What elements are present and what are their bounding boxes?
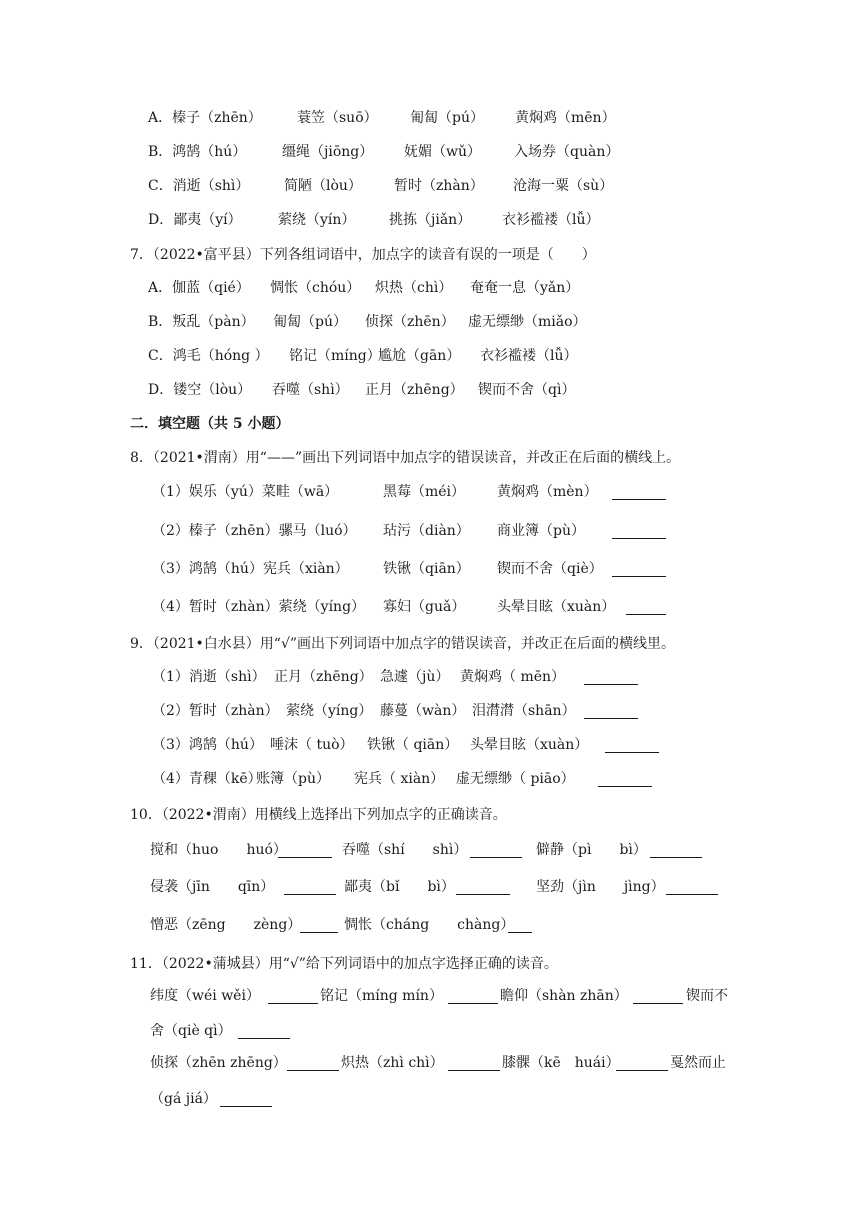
q10-r1-a: 搅和（huo huó） (150, 842, 287, 858)
q8-r2-a: （2）榛子（zhēn）骡马（luó） (152, 523, 357, 539)
q8-r1-answer-blank[interactable] (612, 485, 666, 500)
q11-stem: 11．（2022•蒲城县）用“√”给下列词语中的加点字选择正确的读音。 (130, 956, 558, 972)
q10-stem: 10．（2022•渭南）用横线上选择出下列加点字的正确读音。 (130, 807, 507, 823)
q8-r3-c: 锲而不舍（qiè） (497, 561, 603, 577)
q11-r2b-text: （gá jiá） (150, 1091, 217, 1107)
q6-b-4: 入场券（quàn） (514, 144, 620, 160)
q10-r2-a-blank[interactable] (284, 880, 336, 895)
q10-r1-b-blank[interactable] (470, 843, 522, 858)
q10-r1-c: 僻静（pì bì） (536, 842, 647, 858)
q6-d-4: 衣衫褴褛（lǚ） (502, 212, 600, 228)
q7-b-4: 虚无缥缈（miǎo） (468, 314, 587, 330)
q8-stem: 8．（2021•渭南）用“——”画出下列词语中加点字的错误读音，并改正在后面的横线上。 (130, 450, 681, 466)
q7-d-2: 吞噬（shì） (272, 382, 349, 398)
q7-c-3: 尴尬（gān） (378, 348, 461, 364)
q6-b-3: 妩媚（wǔ） (404, 144, 481, 160)
q7-d-1: D．镂空（lòu） (148, 382, 252, 398)
q9-r4-a: （4）青稞（kē） (152, 771, 262, 787)
q11-r2-b-blank[interactable] (448, 1056, 500, 1071)
q6-d-1: D．鄙夷（yí） (148, 212, 242, 228)
q7-a-4: 奄奄一息（yǎn） (470, 280, 580, 296)
q11-r2b-blank[interactable] (220, 1092, 272, 1107)
q6-a-1: A．榛子（zhēn） (148, 110, 262, 126)
q7-a-3: 炽热（chì） (375, 280, 453, 296)
q9-r1-answer-blank[interactable] (584, 670, 638, 685)
q8-r4-b: 寡妇（guǎ） (383, 599, 466, 615)
q8-r1-c: 黄焖鸡（mèn） (497, 484, 598, 500)
q8-r2-b: 玷污（diàn） (383, 523, 470, 539)
q9-r3-a: （3）鸿鹄（hú） (152, 737, 263, 753)
q11-r1-b-blank[interactable] (448, 989, 498, 1004)
q9-r2-b: 萦绕（yíng） (286, 703, 373, 719)
q10-r2-a: 侵袭（jīn qīn） (150, 879, 275, 895)
q11-r2-c-blank[interactable] (616, 1056, 668, 1071)
q8-r1-a: （1）娱乐（yú）菜畦（wā） (152, 484, 339, 500)
q10-r1-b: 吞噬（shí shì） (342, 842, 468, 858)
q11-r1-c: 瞻仰（shàn zhān） (500, 988, 628, 1004)
q9-r2-d: 泪潸潸（shān） (472, 703, 576, 719)
q11-r1-c-blank[interactable] (633, 989, 683, 1004)
q9-r4-c: 宪兵（ xiàn） (354, 771, 445, 787)
q11-r2-c: 膝髁（kē huái） (502, 1055, 620, 1071)
q9-r3-answer-blank[interactable] (605, 738, 659, 753)
q9-r2-a: （2）暂时（zhàn） (152, 703, 279, 719)
q9-r3-b: 唾沫（ tuò） (270, 737, 354, 753)
q9-r1-d: 黄焖鸡（ mēn） (460, 669, 566, 685)
q7-b-3: 侦探（zhēn） (365, 314, 455, 330)
q11-r2-a: 侦探（zhēn zhēng） (150, 1055, 287, 1071)
q9-r4-answer-blank[interactable] (598, 772, 652, 787)
q8-r2-c: 商业簿（pù） (497, 523, 585, 539)
q8-r4-a: （4）暂时（zhàn）萦绕（yíng） (152, 599, 366, 615)
q10-r3-b-blank[interactable] (508, 918, 532, 933)
q7-c-4: 衣衫褴褛（lǚ） (480, 348, 578, 364)
q10-r2-c-blank[interactable] (666, 880, 718, 895)
q6-a-2: 蓑笠（suō） (297, 110, 378, 126)
q9-r2-c: 藤蔓（wàn） (380, 703, 466, 719)
q8-r2-answer-blank[interactable] (612, 524, 666, 539)
q11-r2-a-blank[interactable] (287, 1056, 339, 1071)
q11-r1-d: 锲而不 (686, 988, 728, 1004)
q7-a-2: 惆怅（chóu） (270, 280, 361, 296)
q9-stem: 9．（2021•白水县）用“√”画出下列词语中加点字的错误读音，并改正在后面的横线里。 (130, 636, 676, 652)
q7-b-1: B．叛乱（pàn） (148, 314, 255, 330)
q6-a-4: 黄焖鸡（mēn） (515, 110, 616, 126)
q9-r4-d: 虚无缥缈（ piāo） (456, 771, 575, 787)
q7-d-3: 正月（zhēng） (365, 382, 464, 398)
q7-stem: 7．（2022•富平县）下列各组词语中，加点字的读音有误的一项是（ ） (130, 247, 596, 263)
q11-r2-d: 戛然而止 (670, 1055, 726, 1071)
q9-r1-b: 正月（zhēng） (274, 669, 373, 685)
q6-b-1: B．鸿鹄（hú） (148, 144, 247, 160)
q10-r3-b: 惆怅（cháng chàng） (344, 917, 515, 933)
q11-r1b-blank[interactable] (238, 1024, 290, 1039)
q7-d-4: 锲而不舍（qì） (478, 382, 576, 398)
q8-r4-c: 头晕目眩（xuàn） (497, 599, 616, 615)
q10-r1-c-blank[interactable] (650, 843, 702, 858)
q6-c-2: 简陋（lòu） (284, 178, 362, 194)
q11-r1b-text: 舍（qiè qì） (150, 1023, 232, 1039)
q8-r1-b: 黑莓（méi） (383, 484, 466, 500)
section-heading: 二．填空题（共 5 小题） (130, 416, 290, 432)
q6-c-3: 暂时（zhàn） (394, 178, 484, 194)
q9-r3-c: 铁锹（ qiān） (367, 737, 459, 753)
q9-r1-a: （1）消逝（shì） (152, 669, 266, 685)
q10-r3-a: 憎恶（zēng zèng） (150, 917, 302, 933)
q6-b-2: 缰绳（jiōng） (282, 144, 374, 160)
q7-b-2: 匍匐（pú） (273, 314, 347, 330)
q10-r2-b-blank[interactable] (456, 880, 510, 895)
q8-r3-b: 铁锹（qiān） (383, 561, 470, 577)
q6-a-3: 匍匐（pú） (410, 110, 484, 126)
q10-r2-b: 鄙夷（bǐ bì） (344, 879, 455, 895)
q9-r4-b: 账簿（pù） (256, 771, 330, 787)
q7-c-2: 铭记（míng） (289, 348, 381, 364)
q7-c-1: C．鸿毛（hóng ） (148, 348, 269, 364)
q9-r3-d: 头晕目眩（xuàn） (470, 737, 589, 753)
q11-r1-a: 纬度（wéi wěi） (150, 988, 260, 1004)
q6-d-3: 挑拣（jiǎn） (389, 212, 472, 228)
q8-r3-answer-blank[interactable] (612, 562, 666, 577)
q9-r1-c: 急遽（jù） (380, 669, 450, 685)
q11-r1-a-blank[interactable] (268, 989, 318, 1004)
q11-r1-b: 铭记（míng mín） (320, 988, 443, 1004)
q9-r2-answer-blank[interactable] (584, 704, 638, 719)
q11-r2-b: 炽热（zhì chì） (341, 1055, 444, 1071)
q6-c-1: C．消逝（shì） (148, 178, 250, 194)
q10-r2-c: 坚劲（jìn jìng） (536, 879, 665, 895)
q7-a-1: A．伽蓝（qié） (148, 280, 250, 296)
q8-r4-answer-blank[interactable] (626, 600, 666, 615)
q8-r3-a: （3）鸿鹄（hú）宪兵（xiàn） (152, 561, 349, 577)
q10-r3-a-blank[interactable] (300, 918, 338, 933)
q10-r1-a-blank[interactable] (278, 843, 332, 858)
q6-d-2: 萦绕（yín） (278, 212, 356, 228)
q6-c-4: 沧海一粟（sù） (513, 178, 614, 194)
